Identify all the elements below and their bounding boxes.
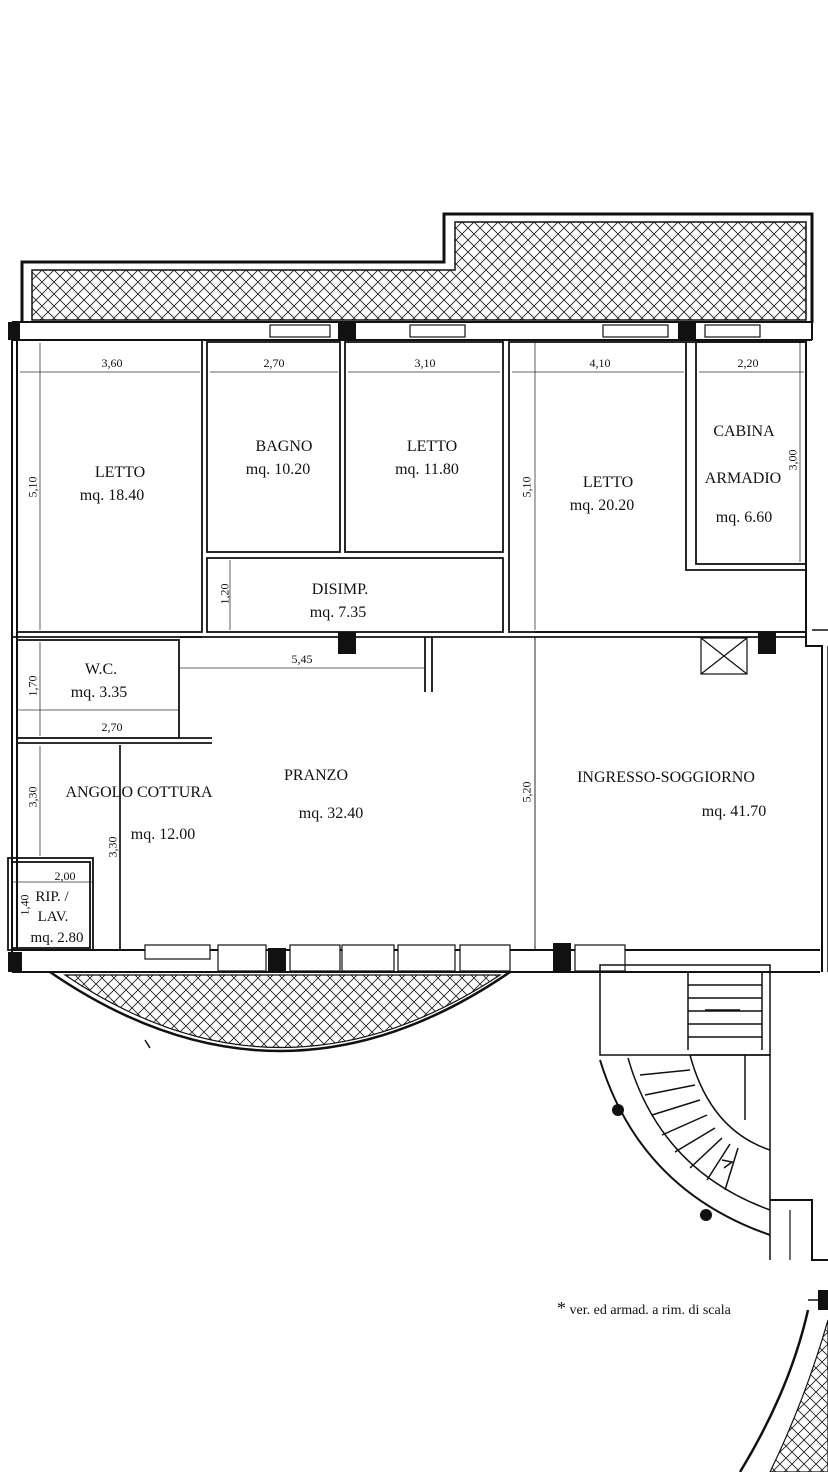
cabina-area: mq. 6.60 bbox=[715, 509, 773, 526]
letto1-name: LETTO bbox=[94, 464, 146, 481]
dim-letto1-width: 3,60 bbox=[101, 356, 123, 370]
disimp-name: DISIMP. bbox=[311, 581, 369, 598]
rip-area: mq. 2.80 bbox=[30, 930, 84, 946]
dim-wc-height: 1,70 bbox=[25, 675, 40, 697]
wc-name: W.C. bbox=[84, 661, 118, 678]
letto1-area: mq. 18.40 bbox=[79, 487, 145, 504]
cabina-name-1: CABINA bbox=[713, 423, 775, 440]
soggiorno-area: mq. 41.70 bbox=[701, 803, 767, 820]
pranzo-area: mq. 32.40 bbox=[298, 805, 364, 822]
dim-letto3-height: 5,10 bbox=[519, 476, 534, 498]
note-text: ver. ed armad. a rim. di scala bbox=[569, 1303, 731, 1318]
dim-letto3-width: 4,10 bbox=[589, 356, 611, 370]
dim-cabina-height: 3,00 bbox=[785, 449, 800, 471]
wc-area: mq. 3.35 bbox=[70, 684, 128, 701]
dim-rip-width: 2,00 bbox=[54, 869, 76, 883]
rip-name-1: RIP. / bbox=[35, 889, 69, 905]
dim-disimp-height: 1,20 bbox=[217, 583, 232, 605]
top-terrace bbox=[22, 214, 812, 323]
exterior-walls bbox=[12, 322, 828, 972]
bagno-area: mq. 10.20 bbox=[245, 461, 311, 478]
angolo-name: ANGOLO COTTURA bbox=[65, 784, 213, 801]
pranzo-name: PRANZO bbox=[283, 767, 349, 784]
dim-letto1-height: 5,10 bbox=[25, 476, 40, 498]
shaft bbox=[701, 638, 747, 674]
soggiorno-name: INGRESSO-SOGGIORNO bbox=[577, 769, 755, 786]
letto2-name: LETTO bbox=[406, 438, 458, 455]
rip-name-2: LAV. bbox=[37, 909, 69, 925]
dim-angolo-height-1: 3,30 bbox=[25, 786, 40, 808]
dim-bagno-width: 2,70 bbox=[263, 356, 285, 370]
dim-pranzo-width: 5,45 bbox=[291, 652, 313, 666]
staircase bbox=[600, 965, 828, 1260]
asterisk-icon: * bbox=[557, 1298, 566, 1318]
dim-angolo-height-2: 3,30 bbox=[105, 836, 120, 858]
letto3-name: LETTO bbox=[582, 474, 634, 491]
cabina-name-2: ARMADIO bbox=[704, 470, 782, 487]
dim-rip-height: 1,40 bbox=[17, 894, 32, 916]
dim-letto2-width: 3,10 bbox=[414, 356, 436, 370]
dim-cabina-width: 2,20 bbox=[737, 356, 759, 370]
dim-wc-width: 2,70 bbox=[101, 720, 123, 734]
letto2-area: mq. 11.80 bbox=[395, 461, 459, 478]
dim-soggiorno-height: 5,20 bbox=[519, 781, 534, 803]
note bbox=[557, 1298, 731, 1319]
letto3-area: mq. 20.20 bbox=[569, 497, 635, 514]
angolo-area: mq. 12.00 bbox=[130, 826, 196, 843]
disimp-area: mq. 7.35 bbox=[309, 604, 367, 621]
right-terrace bbox=[740, 1290, 828, 1472]
bottom-terrace bbox=[50, 972, 510, 1051]
interior-walls bbox=[8, 340, 806, 950]
bagno-name: BAGNO bbox=[255, 438, 313, 455]
columns bbox=[8, 322, 776, 972]
